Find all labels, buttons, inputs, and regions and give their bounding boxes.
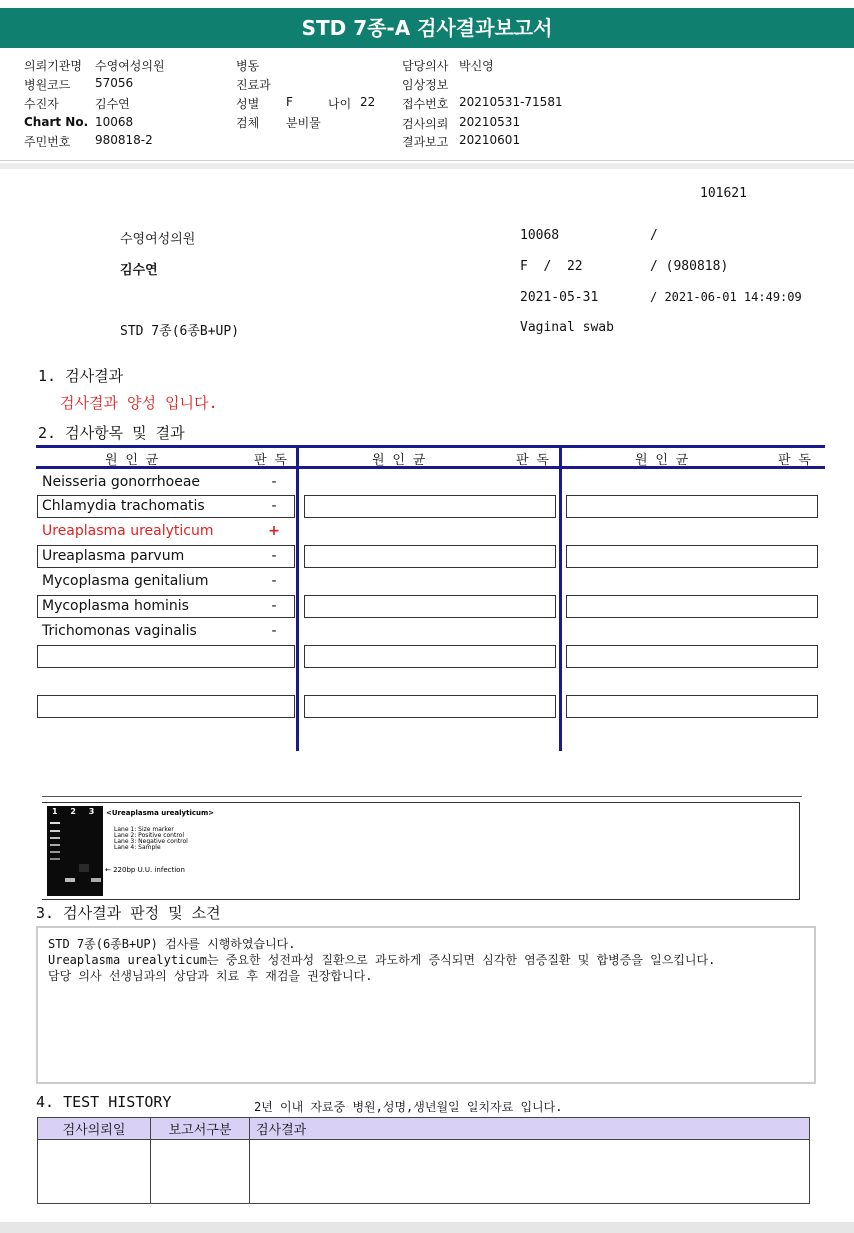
row-box-empty xyxy=(304,645,556,668)
row-box-empty xyxy=(566,545,818,568)
history-table xyxy=(37,1117,810,1204)
col-judgement-1: 판 독 xyxy=(254,453,287,468)
info-request-date: 2021-05-31 xyxy=(520,290,599,305)
info-resident: / (980818) xyxy=(650,259,729,274)
col-organism-3: 원 인 균 xyxy=(635,453,689,468)
dept-label: 진료과 xyxy=(236,78,271,92)
gel-arrow-label: ← 220bp U.U. infection xyxy=(105,866,185,874)
table-row-name: Trichomonas vaginalis xyxy=(42,623,197,639)
info-test-name: STD 7종(6종B+UP) xyxy=(120,324,240,339)
gel-electrophoresis-image xyxy=(47,806,103,896)
report-value: 20210601 xyxy=(459,133,521,147)
info-sex-age: F / 22 xyxy=(520,259,583,274)
table-row-mark-positive: + xyxy=(268,523,280,539)
doctor-label: 담당의사 xyxy=(402,59,449,73)
gel-lane3: Lane 3: Negative control xyxy=(114,838,188,845)
opinion-line: Ureaplasma urealyticum는 중요한 성전파성 질환으로 과도하게 증식되면 심각한 염증질환 및 합병증을 일으킵니다. xyxy=(48,953,716,967)
col-organism-1: 원 인 균 xyxy=(105,453,159,468)
col-report-type: 보고서구분 xyxy=(151,1118,250,1140)
history-cell xyxy=(38,1140,151,1204)
row-box-empty xyxy=(37,645,295,668)
patient-label: 수진자 xyxy=(24,97,59,111)
history-cell xyxy=(151,1140,250,1204)
section3-title: 3. 검사결과 판정 및 소견 xyxy=(36,904,221,922)
row-box-empty xyxy=(37,695,295,718)
opinion-line: 담당 의사 선생님과의 상담과 치료 후 재검을 권장합니다. xyxy=(48,969,373,983)
sex-label: 성별 xyxy=(236,97,260,111)
section4-title: 4. TEST HISTORY xyxy=(36,1093,172,1111)
row-box-empty xyxy=(566,595,818,618)
gel-lane2: Lane 2: Positive control xyxy=(114,832,185,839)
row-box-empty xyxy=(566,695,818,718)
col-request-date: 검사의뢰일 xyxy=(38,1118,151,1140)
gel-top-line xyxy=(42,796,802,797)
receipt-value: 20210531-71581 xyxy=(459,95,563,109)
chart-label: Chart No. xyxy=(24,115,89,129)
table-row-mark: - xyxy=(271,573,277,589)
table-row-mark: - xyxy=(271,548,277,564)
row-box-empty xyxy=(304,695,556,718)
table-row-mark: - xyxy=(271,598,277,614)
info-slash: / xyxy=(650,228,658,243)
row-box-empty xyxy=(566,495,818,518)
table-row-mark: - xyxy=(271,498,277,514)
gel-lane4: Lane 4: Sample xyxy=(114,844,161,851)
report-label: 결과보고 xyxy=(402,135,449,149)
history-note: 2년 이내 자료중 병원,성명,생년월일 일치자료 입니다. xyxy=(254,1100,563,1114)
age-label: 나이 xyxy=(328,97,352,111)
section2-title: 2. 검사항목 및 결과 xyxy=(38,424,185,442)
table-row-name-positive: Ureaplasma urealyticum xyxy=(42,523,214,539)
hospital-code-value: 57056 xyxy=(95,76,134,90)
request-value: 20210531 xyxy=(459,115,521,129)
institution-label: 의뢰기관명 xyxy=(24,59,82,73)
opinion-box xyxy=(36,926,816,1084)
request-label: 검사의뢰 xyxy=(402,117,449,131)
clinical-label: 임상정보 xyxy=(402,78,449,92)
resident-value: 980818-2 xyxy=(95,133,153,147)
col-judgement-2: 판 독 xyxy=(516,453,549,468)
row-box-empty xyxy=(304,495,556,518)
info-patient: 김수연 xyxy=(120,263,158,278)
gel-bands-icon xyxy=(47,806,103,896)
table-row-name: Chlamydia trachomatis xyxy=(42,498,205,514)
opinion-line: STD 7종(6종B+UP) 검사를 시행하였습니다. xyxy=(48,937,296,951)
table-row-name: Mycoplasma genitalium xyxy=(42,573,209,589)
info-institution: 수영여성의원 xyxy=(120,232,196,247)
result-summary: 검사결과 양성 입니다. xyxy=(60,394,218,412)
report-title: STD 7종-A 검사결과보고서 xyxy=(0,8,854,48)
patient-value: 김수연 xyxy=(95,97,130,111)
age-value: 22 xyxy=(360,95,376,109)
gel-title: <Ureaplasma urealyticum> xyxy=(106,809,215,817)
ward-label: 병동 xyxy=(236,59,260,73)
history-cell xyxy=(250,1140,810,1204)
row-box-empty xyxy=(304,595,556,618)
resident-label: 주민번호 xyxy=(24,135,71,149)
row-box-empty xyxy=(566,645,818,668)
chart-value: 10068 xyxy=(95,115,134,129)
hospital-code-label: 병원코드 xyxy=(24,78,71,92)
row-box-empty xyxy=(304,545,556,568)
table-row-mark: - xyxy=(271,623,277,639)
table-row-name: Mycoplasma hominis xyxy=(42,598,189,614)
footer-band xyxy=(0,1222,854,1233)
doctor-value: 박신영 xyxy=(459,59,494,73)
col-judgement-3: 판 독 xyxy=(778,453,811,468)
info-specimen: Vaginal swab xyxy=(520,320,614,335)
divider-band xyxy=(0,163,854,169)
specimen-value: 분비물 xyxy=(286,116,321,130)
divider xyxy=(0,160,854,161)
section1-title: 1. 검사결과 xyxy=(38,367,124,385)
table-row-mark: - xyxy=(271,474,277,490)
gel-lane1: Lane 1: Size marker xyxy=(114,826,174,833)
institution-value: 수영여성의원 xyxy=(95,59,165,73)
col-test-result: 검사결과 xyxy=(250,1118,810,1140)
table-row-name: Neisseria gonorrhoeae xyxy=(42,474,201,490)
receipt-label: 접수번호 xyxy=(402,97,449,111)
specimen-label: 검체 xyxy=(236,116,260,130)
table-row-name: Ureaplasma parvum xyxy=(42,548,185,564)
sex-value: F xyxy=(286,95,293,109)
info-chart: 10068 xyxy=(520,228,560,243)
report-code: 101621 xyxy=(700,186,747,201)
info-report-datetime: / 2021-06-01 14:49:09 xyxy=(650,290,802,304)
gel-lane-numbers: 1 2 3 4 xyxy=(52,807,118,816)
col-organism-2: 원 인 균 xyxy=(372,453,426,468)
